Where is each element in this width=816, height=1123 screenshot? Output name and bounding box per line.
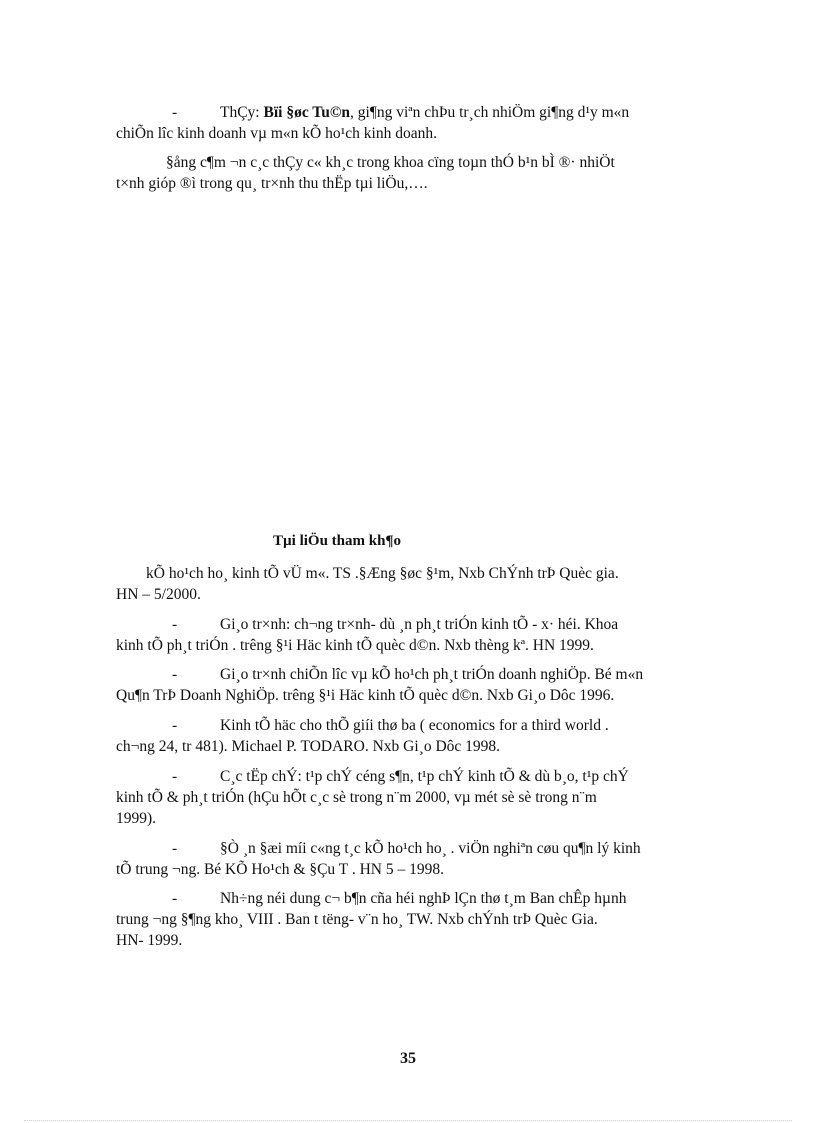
reference-line: Kinh tÕ häc cho thÕ giíi thø ba ( economics for a third world .: [220, 717, 609, 734]
references-title: Tµi liÖu tham kh¶o: [273, 533, 402, 549]
reference-line: ch¬ng 24, tr 481). Michael P. TODARO. Nxb Gi¸o Dôc 1998.: [116, 738, 501, 755]
reference-line: HN – 5/2000.: [116, 586, 201, 603]
list-dash: -: [172, 666, 178, 683]
reference-line: Gi¸o tr×nh chiÕn lîc vµ kÕ ho¹ch ph¸t triÓn doanh nghiÖp. Bé m«n: [220, 666, 644, 683]
paragraph-line: chiÕn lîc kinh doanh vµ m«n kÕ ho¹ch kinh doanh.: [116, 125, 437, 142]
page-bottom-divider: [24, 1120, 792, 1121]
list-dash: -: [172, 768, 178, 785]
reference-item: [116, 888, 696, 951]
reference-item: [116, 563, 696, 605]
reference-line: HN- 1999.: [116, 932, 183, 949]
reference-line: trung ¬ng §¶ng kho¸ VIII . Ban t tëng- v¨n ho¸ TW. Nxb chÝnh trÞ Quèc Gia.: [116, 911, 598, 928]
list-dash: -: [172, 616, 178, 633]
reference-line: kinh tÕ ph¸t triÓn . trêng §¹i Häc kinh tÕ quèc d©n. Nxb thèng kª. HN 1999.: [116, 637, 594, 654]
reference-line: 1999).: [116, 810, 157, 827]
paragraph-line: §ång c¶m ¬n c¸c thÇy c« kh¸c trong khoa cïng toµn thÓ b¹n bÌ ®· nhiÖt: [166, 154, 615, 171]
reference-line: §Ò ¸n §æi míi c«ng t¸c kÕ ho¹ch ho¸ . viÖn nghiªn cøu qu¶n lý kinh: [220, 840, 641, 857]
reference-line: kinh tÕ & ph¸t triÓn (hÇu hÕt c¸c sè trong n¨m 2000, vµ mét sè sè trong n¨m: [116, 789, 597, 806]
list-dash: -: [172, 717, 178, 734]
acknowledgement-paragraph-1: [116, 102, 696, 144]
reference-line: C¸c tËp chÝ: t¹p chÝ céng s¶n, t¹p chÝ kinh tÕ & dù b¸o, t¹p chÝ: [220, 768, 629, 785]
reference-line: tÕ trung ¬ng. Bé KÕ Ho¹ch & §Çu T . HN 5 – 1998.: [116, 861, 444, 878]
reference-item: [116, 766, 696, 829]
reference-item: [116, 614, 696, 656]
reference-item: [116, 715, 696, 757]
list-dash: -: [172, 104, 178, 121]
list-dash: -: [172, 890, 178, 907]
reference-item: [116, 664, 696, 706]
reference-line: Gi¸o tr×nh: ch¬ng tr×nh- dù ¸n ph¸t triÓn kinh tÕ - x· héi. Khoa: [220, 616, 619, 633]
paragraph-line: t×nh gióp ®ì trong qu¸ tr×nh thu thËp tµi liÖu,….: [116, 175, 428, 192]
reference-line: Qu¶n TrÞ Doanh NghiÖp. trêng §¹i Häc kinh tÕ quèc d©n. Nxb Gi¸o Dôc 1996.: [116, 687, 615, 704]
reference-line: kÕ ho¹ch ho¸ kinh tÕ vÜ m«. TS .§Æng §øc §¹m, Nxb ChÝnh trÞ Quèc gia.: [146, 565, 619, 582]
acknowledgement-paragraph-2: [116, 152, 696, 194]
list-dash: -: [172, 840, 178, 857]
page-number: 35: [400, 1050, 416, 1067]
reference-item: [116, 838, 696, 880]
teacher-name: Bïi §øc Tu©n: [263, 104, 351, 121]
teacher-label: ThÇy:: [220, 104, 264, 121]
reference-line: Nh÷ng néi dung c¬ b¶n cña héi nghÞ lÇn thø t¸m Ban chÊp hµnh: [220, 890, 627, 907]
teacher-role: , gi¶ng viªn chÞu tr¸ch nhiÖm gi¶ng d¹y m«n: [350, 104, 630, 121]
